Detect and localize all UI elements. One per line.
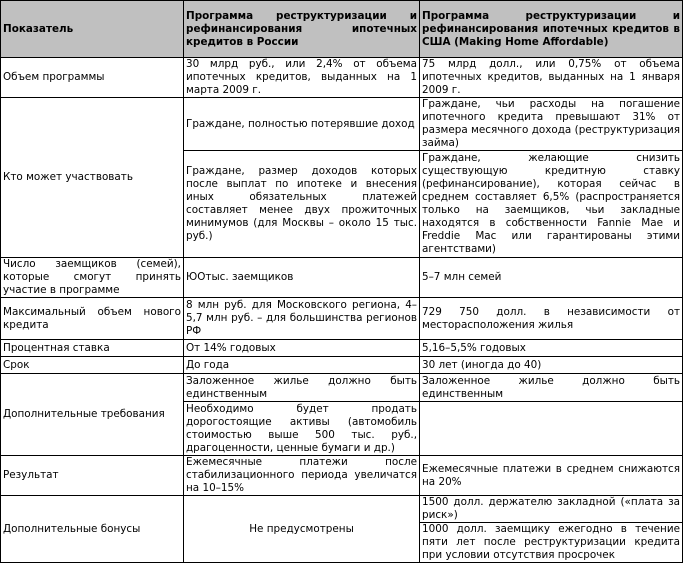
russia-term: До года <box>184 357 420 374</box>
russia-requirements-2: Необходимо будет продать дорогостоящие активы (автомобиль стоимостью выше 500 тыс. руб., драгоценности, ценные бумаги и др.) <box>184 402 420 456</box>
row-volume <box>1 58 683 98</box>
label-max-volume: Максимальный объем нового кредита <box>1 298 184 340</box>
usa-bonuses-2: 1000 долл. заемщику ежегодно в течение пяти лет после реструктуризации кредита при условии отсутствия просрочек <box>420 523 683 563</box>
label-term: Срок <box>1 357 184 374</box>
label-borrowers: Число заемщиков (семей), которые смогут принять участие в программе <box>1 258 184 298</box>
usa-eligible-2: Граждане, желающие снизить существующую кредитную ставку (рефинансирование), которая сейчас в среднем составляет 6,5% (распространяется только на заемщиков, чьи закладные находятся в собственности Fannie Mae и Freddie Mac или гарантированы этими агентствами) <box>420 151 683 258</box>
russia-result: Ежемесячные платежи после стабилизационного периода увеличатся на 10–15% <box>184 456 420 496</box>
usa-max-volume: 729 750 долл. в независимости от месторасположения жилья <box>420 298 683 340</box>
russia-rate: От 14% годовых <box>184 340 420 357</box>
header-russia: Программа реструктуризации и рефинансирования ипотечных кредитов в России <box>184 1 420 58</box>
row-eligible-1 <box>1 98 683 151</box>
usa-bonuses-1: 1500 долл. держателю закладной («плата за риск») <box>420 496 683 523</box>
russia-requirements-1: Заложенное жилье должно быть единственным <box>184 374 420 402</box>
row-max-volume <box>1 298 683 340</box>
label-eligible: Кто может участвовать <box>1 98 184 258</box>
usa-requirements-1: Заложенное жилье должно быть единственным <box>420 374 683 402</box>
header-indicator: Показатель <box>1 1 184 58</box>
row-bonuses-1 <box>1 496 683 523</box>
usa-volume: 75 млрд долл., или 0,75% от объема ипотечных кредитов, выданных на 1 января 2009 г. <box>420 58 683 98</box>
usa-term: 30 лет (иногда до 40) <box>420 357 683 374</box>
usa-borrowers: 5–7 млн семей <box>420 258 683 298</box>
russia-bonuses: Не предусмотрены <box>184 496 420 563</box>
usa-rate: 5,16–5,5% годовых <box>420 340 683 357</box>
row-borrowers <box>1 258 683 298</box>
label-result: Результат <box>1 456 184 496</box>
table-header-row <box>1 1 683 58</box>
label-volume: Объем программы <box>1 58 184 98</box>
russia-volume: 30 млрд руб., или 2,4% от объема ипотечных кредитов, выданных на 1 марта 2009 г. <box>184 58 420 98</box>
label-bonuses: Дополнительные бонусы <box>1 496 184 563</box>
label-requirements: Дополнительные требования <box>1 374 184 456</box>
row-rate <box>1 340 683 357</box>
usa-eligible-1: Граждане, чьи расходы на погашение ипотечного кредита превышают 31% от размера месячного дохода (реструктуризация займа) <box>420 98 683 151</box>
row-result <box>1 456 683 496</box>
russia-eligible-1: Граждане, полностью потерявшие доход <box>184 98 420 151</box>
label-rate: Процентная ставка <box>1 340 184 357</box>
header-usa: Программа реструктуризации и рефинансирования ипотечных кредитов в США (Making Home Affordable) <box>420 1 683 58</box>
row-requirements-1 <box>1 374 683 402</box>
russia-eligible-2: Граждане, размер доходов которых после выплат по ипотеке и внесения иных обязательных платежей составляет менее двух прожиточных минимумов (для Москвы – около 15 тыс. руб.) <box>184 151 420 258</box>
usa-result: Ежемесячные платежи в среднем снижаются на 20% <box>420 456 683 496</box>
russia-borrowers: ЮОтыс. заемщиков <box>184 258 420 298</box>
russia-max-volume: 8 млн руб. для Московского региона, 4–5,7 млн руб. – для большинства регионов РФ <box>184 298 420 340</box>
row-term <box>1 357 683 374</box>
usa-requirements-2 <box>420 402 683 456</box>
